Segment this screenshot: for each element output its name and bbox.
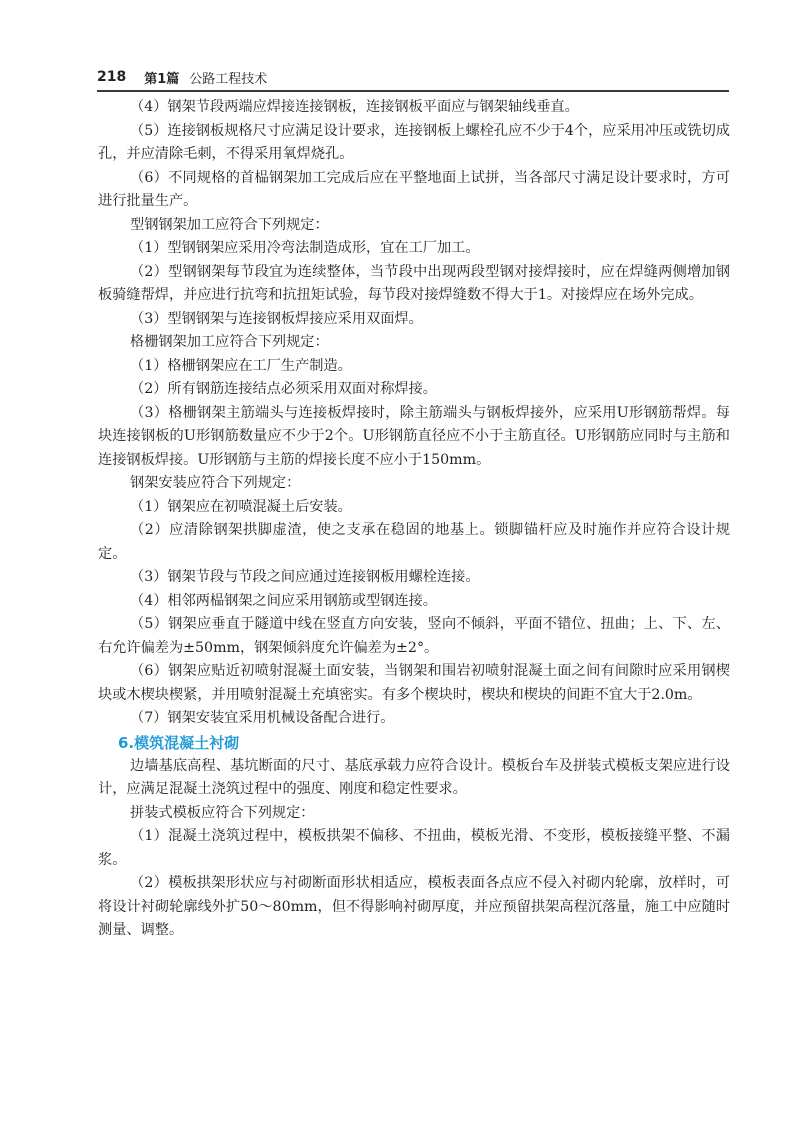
paragraph: （1）混凝土浇筑过程中，模板拱架不偏移、不扭曲，模板光滑、不变形，模板接缝平整、不漏浆。 xyxy=(98,828,730,868)
paragraph: （7）钢架安装宜采用机械设备配合进行。 xyxy=(130,710,395,726)
paragraph: （4）相邻两榀钢架之间应采用钢筋或型钢连接。 xyxy=(130,592,437,609)
paragraph: （6）不同规格的首榀钢架加工完成后应在平整地面上试拼，当各部尺寸满足设计要求时，方可进行批量生产。 xyxy=(98,169,730,209)
paragraph: （3）型钢钢架与连接钢板焊接应采用双面焊。 xyxy=(130,310,423,327)
paragraph: 边墙基底高程、基坑断面的尺寸、基底承载力应符合设计。模板台车及拼装式模板支架应进行设计，应满足混凝土浇筑过程中的强度、刚度和稳定性要求。 xyxy=(98,757,730,797)
paragraph: （1）型钢钢架应采用冷弯法制造成形，宜在工厂加工。 xyxy=(130,240,480,256)
running-title: 公路工程技术 xyxy=(189,71,268,87)
paragraph: （6）钢架应贴近初喷射混凝土面安装，当钢架和围岩初喷射混凝土面之间有间隙时应采用钢楔块或木楔块楔紧，并用喷射混凝土充填密实。有多个楔块时，楔块和楔块的间距不宜大于2.0m。 xyxy=(98,663,730,703)
paragraph: （2）应清除钢架拱脚虚渣，使之支承在稳固的地基上。锁脚锚杆应及时施作并应符合设计规定。 xyxy=(98,522,730,562)
paragraph: 钢架安装应符合下列规定： xyxy=(130,475,301,491)
paragraph: （1）钢架应在初喷混凝土后安装。 xyxy=(130,498,352,515)
paragraph: 格栅钢架加工应符合下列规定： xyxy=(130,334,329,350)
page-number: 218 xyxy=(97,69,127,85)
paragraph: 型钢钢架加工应符合下列规定： xyxy=(130,216,329,233)
paragraph: （3）格栅钢架主筋端头与连接板焊接时，除主筋端头与钢板焊接外，应采用U形钢筋帮焊。每块连接钢板的U形钢筋数量应不少于2个。U形钢筋直径应不小于主筋直径。U形钢筋应同时与主筋和连接钢板焊接。U形钢筋与主筋的焊接长度不应小于150mm。 xyxy=(98,404,730,468)
page-body xyxy=(98,96,730,943)
paragraph: （3）钢架节段与节段之间应通过连接钢板用螺栓连接。 xyxy=(130,569,480,585)
paragraph: （2）模板拱架形状应与衬砌断面形状相适应，模板表面各点应不侵入衬砌内轮廓，放样时，可将设计衬砌轮廓线外扩50～80mm，但不得影响衬砌厚度，并应预留拱架高程沉落量，施工中应随时测量、调整。 xyxy=(98,875,730,938)
paragraph: （4）钢架节段两端应焊接连接钢板，连接钢板平面应与钢架轴线垂直。 xyxy=(130,99,579,115)
paragraph: （5）钢架应垂直于隧道中线在竖直方向安装，竖向不倾斜，平面不错位、扭曲；上、下、左、右允许偏差为±50mm，钢架倾斜度允许偏差为±2°。 xyxy=(98,616,730,656)
paragraph: （2）型钢钢架每节段宜为连续整体，当节段中出现两段型钢对接焊接时，应在焊缝两侧增加钢板骑缝帮焊，并应进行抗弯和抗扭矩试验，每节段对接焊缝数不得大于1。对接焊应在场外完成。 xyxy=(98,263,730,303)
paragraph: （2）所有钢筋连接结点必须采用双面对称焊接。 xyxy=(130,381,437,397)
paragraph: （5）连接钢板规格尺寸应满足设计要求，连接钢板上螺栓孔应不少于4个，应采用冲压或铣切成孔，并应清除毛刺，不得采用氧焊烧孔。 xyxy=(98,122,730,162)
paragraph: （1）格栅钢架应在工厂生产制造。 xyxy=(130,357,352,374)
paragraph: 拼装式模板应符合下列规定： xyxy=(130,804,315,821)
page-header xyxy=(97,66,727,88)
part-label: 第1篇 xyxy=(144,71,180,87)
header-rule xyxy=(97,90,729,92)
section-heading: 6.模筑混凝土衬砌 xyxy=(118,733,240,752)
